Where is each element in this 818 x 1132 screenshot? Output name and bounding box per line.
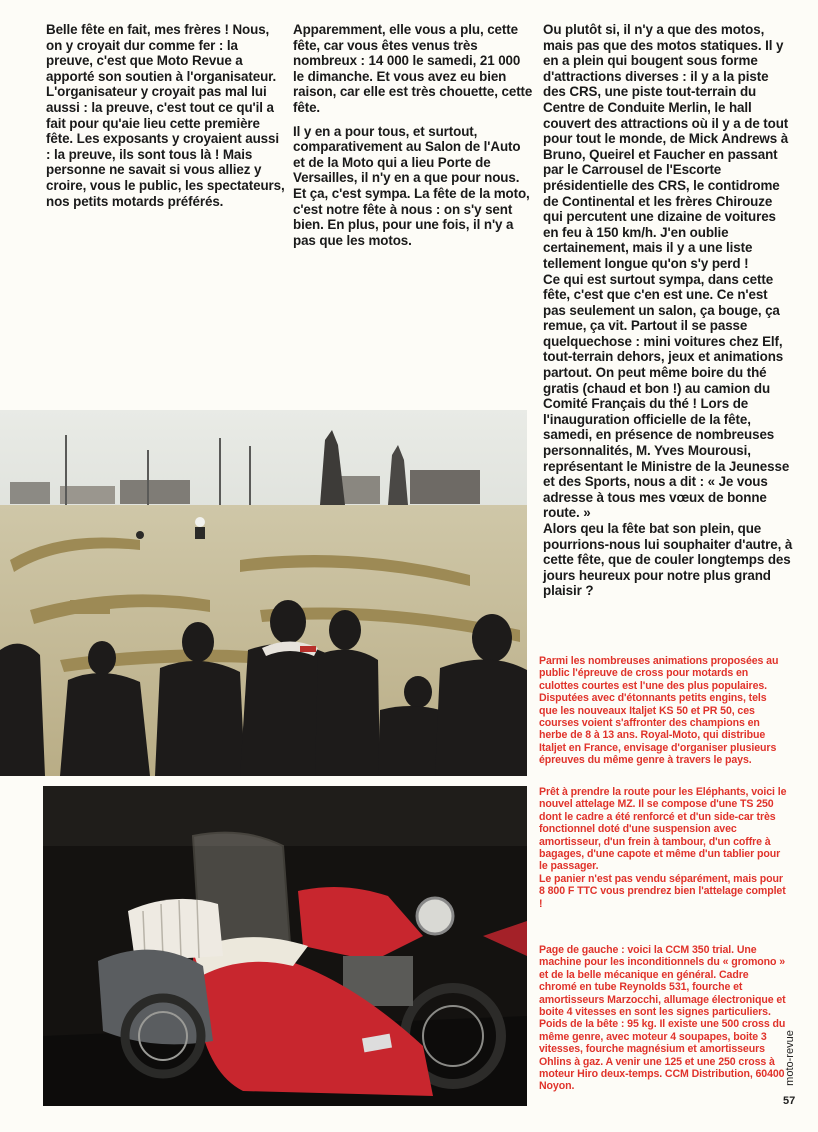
caption-paragraph: Disputées avec d'étonnants petits engins, tels que les nouveaux Italjet KS 50 et PR 50, ces courses voient s'affronter des champions en herbe de 8 à 13 ans. Royal-Moto, qui distribue Italjet en France, envisage d'organiser plusieurs épreuves du même genre à travers le pays. bbox=[539, 692, 777, 767]
article-column-2 bbox=[293, 22, 533, 256]
magazine-brand bbox=[776, 1030, 806, 1090]
paragraph: Apparemment, elle vous a plu, cette fête, car vous êtes venus très nombreux : 14 000 le samedi, 21 000 le dimanche. Et vous avez eu bien raison, car elle est très chouette, cette fête. bbox=[293, 22, 533, 115]
caption-mz-sidecar bbox=[539, 786, 787, 910]
caption-cross-track bbox=[539, 655, 787, 767]
paragraph: Belle fête en fait, mes frères ! Nous, on y croyait dur comme fer : la preuve, c'est que Moto Revue a apporté son soutien à l'organisateur. L'organisateur y croyait pas mal lui aussi : la preuve, c'est tout ce qu'il a fait pour qu'aie lieu cette première fête. Les exposants y croyaient aussi : la preuve, ils sont tous là ! Mais personne ne savait si vous alliez y croire, vous le public, les spectateurs, nos petits motards préférés. bbox=[46, 22, 285, 209]
caption-paragraph: Le panier n'est pas vendu séparément, mais pour 8 800 F TTC vous prendrez bien l'attelage complet ! bbox=[539, 872, 786, 910]
photo-cross-track bbox=[0, 410, 527, 776]
caption-paragraph: Page de gauche : voici la CCM 350 trial. Une machine pour les inconditionnels du « gromono » et de la belle mécanique en général. Cadre chromé en tube Reynolds 531, fourche et amortisseurs Marzocchi, allumage électronique et boite 4 vitesses en sont les signes particuliers. Poids de la bête : 95 kg. Il existe une 500 cross du même genre, avec moteur 4 soupapes, boite 3 vitesses, fourche magnésium et amortisseurs Ohlins à gaz. A venir une 125 et une 250 cross à moteur Hiro deux-temps. CCM Distribution, 60400 Noyon. bbox=[539, 944, 786, 1093]
track-illustration bbox=[0, 410, 527, 776]
caption-paragraph: Prêt à prendre la route pour les Eléphants, voici le nouvel attelage MZ. Il se compose d'une TS 250 dont le cadre a été renforcé et d'un side-car très fonctionnel doté d'une suspension avec amortisseur, d'un frein à tambour, d'un coffre à bagages, d'une capote et même d'un tablier pour le passager. bbox=[539, 786, 787, 873]
page-number: 57 bbox=[783, 1095, 796, 1107]
paragraph: Ou plutôt si, il n'y a que des motos, mais pas que des motos statiques. Il y en a plein qui bougent sous forme d'attractions diverses : il y a la piste des CRS, une piste tout-terrain du Centre de Conduite Merlin, le hall couvert des attractions où il y a de tout pour tout le monde, de Mick Andrews à Bruno, Queirel et Faucher en passant par le Carrousel de l'Escorte présidentielle des CRS, le contidrome de Continental et les frères Chirouze qui percutent une dizaine de voitures en feu à 150 km/h. J'en oublie certainement, mais il y a une liste tellement longue qu'on s'y perd ! bbox=[543, 22, 789, 271]
caption-ccm-trial bbox=[539, 944, 787, 1093]
article-column-1 bbox=[46, 22, 286, 217]
paragraph: Alors qeu la fête bat son plein, que pourrions-nous lui souphaiter d'autre, à cette fête, que de couler longtemps des jours heureux pour notre plus grand plaisir ? bbox=[543, 521, 793, 599]
brand-text: moto-revue bbox=[783, 1030, 796, 1086]
photo-mz-sidecar bbox=[43, 786, 527, 1106]
article-column-3 bbox=[543, 22, 793, 599]
paragraph: Il y en a pour tous, et surtout, comparativement au Salon de l'Auto et de la Moto qui a lieu Porte de Versailles, il n'y en a que pour nous. Et ça, c'est sympa. La fête de la moto, c'est notre fête à nous : on s'y sent bien. En plus, pour une fois, il n'y a pas que les motos. bbox=[293, 123, 530, 248]
caption-paragraph: Parmi les nombreuses animations proposées au public l'épreuve de cross pour motards en culottes courtes est l'une des plus populaires. bbox=[539, 655, 779, 692]
sidecar-illustration bbox=[43, 786, 527, 1106]
paragraph: Ce qui est surtout sympa, dans cette fête, c'est que c'en est une. Ce n'est pas seulement un salon, ça bouge, ça remue, ça vit. Partout il se passe quelquechose : mini voitures chez Elf, tout-terrain dehors, jeux et animations partout. On peut même boire du thé gratis (chaud et bon !) au camion du Comité Français du thé ! Lors de l'inauguration officielle de la fête, samedi, en présence de nombreuses personnalités, M. Yves Mourousi, représentant le Ministre de la Jeunesse et des Sports, nous a dit : « Je vous adresse à tous mes vœux de bonne route. » bbox=[543, 271, 790, 521]
